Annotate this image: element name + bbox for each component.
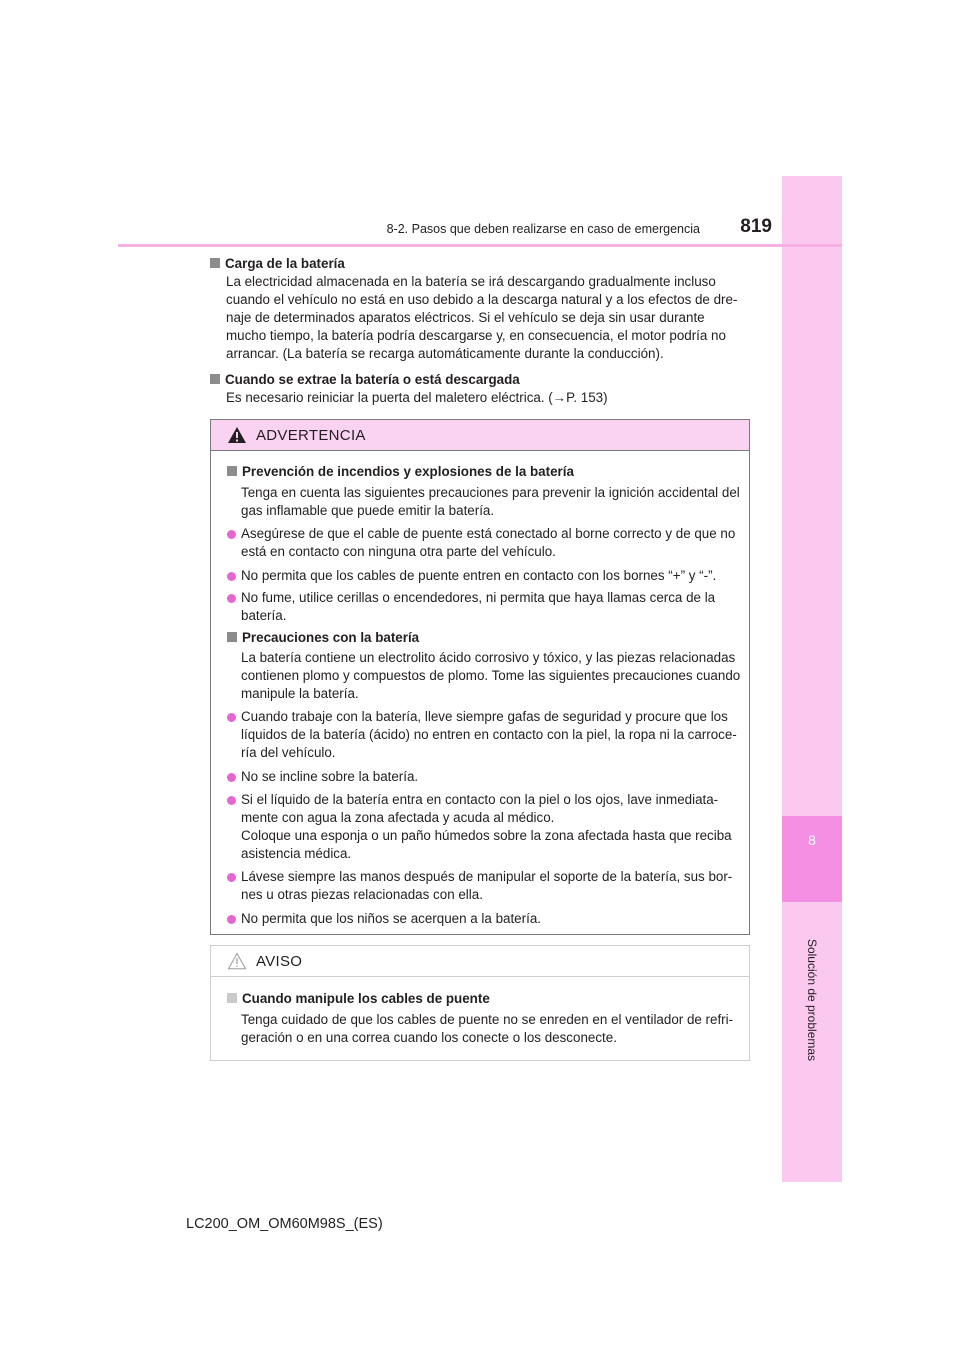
bullet-icon — [227, 530, 236, 539]
warning-section-body: Tenga en cuenta las siguientes precauciones para prevenir la ignición accidental del gas inflamable que puede emitir la batería. — [241, 485, 740, 518]
square-bullet-icon — [210, 258, 220, 268]
notice-title: AVISO — [256, 953, 303, 970]
warning-triangle-icon — [227, 426, 247, 444]
square-bullet-icon — [227, 993, 237, 1003]
square-bullet-icon — [227, 632, 237, 642]
document-code: LC200_OM_OM60M98S_(ES) — [186, 1216, 383, 1232]
section-heading: Carga de la batería — [210, 255, 750, 273]
page-reference-link[interactable]: P. 153) — [566, 390, 608, 405]
section-battery-removed — [210, 371, 750, 407]
notice-section-heading: Cuando manipule los cables de puente — [227, 990, 743, 1008]
bullet-icon — [227, 873, 236, 882]
notice-section-body: Tenga cuidado de que los cables de puente no se enreden en el ventilador de refri- geración o en una correa cuando los conecte o los desconecte. — [241, 1012, 734, 1045]
caution-triangle-icon — [227, 952, 247, 970]
section-body: Es necesario reiniciar la puerta del maletero eléctrica. (→P. 153) — [226, 390, 608, 405]
section-battery-charge — [210, 255, 750, 363]
bullet-icon — [227, 796, 236, 805]
section-body: La electricidad almacenada en la batería se irá descargando gradualmente incluso cuando el vehículo no está en uso debido a la descarga natural y a los efectos de dre- naje de determinados aparatos eléctricos. Si el vehículo se deja sin usar durante mucho tiempo, la batería podría descargarse y, en consecuencia, el motor podría no arrancar. (La batería se recarga automáticamente durante la conducción). — [226, 274, 738, 361]
section-heading: Cuando se extrae la batería o está descargada — [210, 371, 750, 389]
warning-section-heading: Prevención de incendios y explosiones de la batería — [227, 463, 743, 481]
header-rule — [118, 244, 842, 247]
notice-header — [211, 946, 749, 977]
page-number: 819 — [740, 216, 772, 237]
square-bullet-icon — [227, 466, 237, 476]
warning-box: ADVERTENCIA Prevención de incendios y explosiones de la batería Tenga en cuenta las siguientes precauciones para prevenir la ignición accidental del gas inflamable que puede emitir la batería. Asegúrese de que el cable de puente está conectado al borne correcto y de que no está en contacto con ninguna otra parte del vehículo. No permita que los cables de puente entren en contacto con los bornes “+” y “-”. No fume, utilice cerillas o encendedores, ni permita que haya llamas cerca de la batería. Precauciones con la batería La batería contiene un electrolito ácido corrosivo y tóxico, y las piezas relacionadas contienen plomo y compuestos de plomo. Tome las siguientes precauciones cuando manipule la batería. Cuando trabaje con la batería, lleve siempre gafas de seguridad y procure que los líquidos de la batería (ácido) no entren en contacto con la piel, la ropa ni la carroce- ría del vehículo. No se incline sobre la batería. Si el líquido de la batería entra en contacto con la piel o los ojos, lave inmediata- mente con agua la zona afectada y acuda al médico. Coloque una esponja o un paño húmedos sobre la zona afectada hasta que reciba asistencia médica. Lávese siempre las manos después de manipular el soporte de la batería, sus bor- nes u otras piezas relacionadas con ella. No permita que los niños se acerquen a la batería. — [210, 419, 750, 935]
arrow-right-icon: → — [552, 390, 567, 405]
bullet-icon — [227, 572, 236, 581]
square-bullet-icon — [210, 374, 220, 384]
chapter-title: Solución de problemas — [805, 938, 819, 1062]
warning-section-body: La batería contiene un electrolito ácido corrosivo y tóxico, y las piezas relacionadas contienen plomo y compuestos de plomo. Tome las siguientes precauciones cuando manipule la batería. — [241, 650, 741, 701]
notice-box — [210, 945, 750, 1061]
warning-header — [211, 420, 749, 451]
bullet-icon — [227, 773, 236, 782]
bullet-icon — [227, 713, 236, 722]
warning-section-heading: Precauciones con la batería — [227, 629, 743, 647]
bullet-icon — [227, 915, 236, 924]
warning-title: ADVERTENCIA — [256, 427, 366, 444]
bullet-icon — [227, 594, 236, 603]
chapter-tab-active[interactable] — [782, 816, 842, 902]
chapter-number: 8 — [808, 832, 816, 848]
section-title: 8-2. Pasos que deben realizarse en caso de emergencia — [386, 222, 700, 236]
